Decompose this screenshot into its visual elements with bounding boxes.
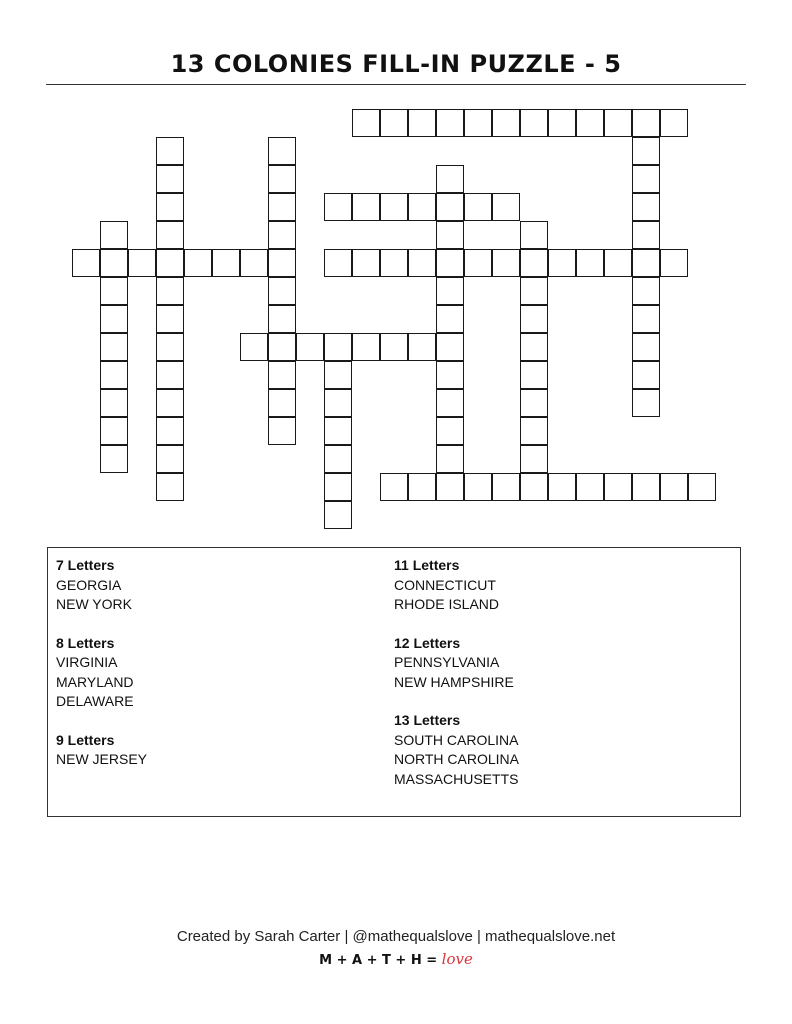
grid-cell[interactable] [100, 333, 128, 361]
word-bank-right-column [394, 556, 519, 808]
grid-cell[interactable] [632, 473, 660, 501]
word-item: NEW YORK [56, 596, 132, 612]
word-group [56, 634, 147, 712]
grid-cell[interactable] [324, 361, 352, 389]
grid-cell[interactable] [268, 333, 296, 361]
grid-cell[interactable] [240, 249, 268, 277]
grid-cell[interactable] [632, 165, 660, 193]
grid-cell[interactable] [324, 193, 352, 221]
grid-cell[interactable] [548, 249, 576, 277]
grid-cell[interactable] [436, 221, 464, 249]
grid-cell[interactable] [408, 193, 436, 221]
logo-love: love [441, 950, 473, 968]
grid-cell[interactable] [268, 137, 296, 165]
grid-cell[interactable] [464, 249, 492, 277]
word-group [394, 711, 519, 789]
grid-cell[interactable] [156, 221, 184, 249]
page-title: 13 COLONIES FILL-IN PUZZLE - 5 [170, 50, 622, 78]
grid-cell[interactable] [520, 389, 548, 417]
grid-cell[interactable] [632, 221, 660, 249]
grid-cell[interactable] [492, 193, 520, 221]
grid-cell[interactable] [520, 305, 548, 333]
grid-cell[interactable] [408, 473, 436, 501]
grid-cell[interactable] [520, 473, 548, 501]
word-group [394, 556, 519, 615]
grid-cell[interactable] [352, 193, 380, 221]
grid-cell[interactable] [156, 305, 184, 333]
grid-cell[interactable] [548, 109, 576, 137]
grid-cell[interactable] [464, 193, 492, 221]
grid-cell[interactable] [520, 277, 548, 305]
grid-cell[interactable] [156, 361, 184, 389]
grid-cell[interactable] [156, 473, 184, 501]
word-item: MASSACHUSETTS [394, 770, 519, 787]
grid-cell[interactable] [156, 137, 184, 165]
word-item: GEORGIA [56, 576, 122, 593]
grid-cell[interactable] [100, 389, 128, 417]
grid-cell[interactable] [632, 109, 660, 137]
word-item: PENNSYLVANIA [394, 654, 500, 670]
grid-cell[interactable] [436, 249, 464, 277]
grid-cell[interactable] [268, 221, 296, 249]
grid-cell[interactable] [156, 193, 184, 221]
grid-cell[interactable] [436, 389, 464, 417]
grid-cell[interactable] [296, 333, 324, 361]
word-group-heading: 13 Letters [394, 712, 461, 728]
grid-cell[interactable] [324, 333, 352, 361]
grid-cell[interactable] [492, 473, 520, 501]
grid-cell[interactable] [156, 277, 184, 305]
word-item: VIRGINIA [56, 654, 118, 670]
grid-cell[interactable] [268, 361, 296, 389]
grid-cell[interactable] [268, 277, 296, 305]
grid-cell[interactable] [156, 165, 184, 193]
grid-cell[interactable] [464, 109, 492, 137]
grid-cell[interactable] [352, 333, 380, 361]
brand-logo [0, 950, 792, 968]
word-item: MARYLAND [56, 673, 134, 690]
footer-credit: Created by Sarah Carter | @mathequalslove | mathequalslove.net [176, 928, 616, 945]
grid-cell[interactable] [632, 277, 660, 305]
word-item: DELAWARE [56, 693, 134, 709]
grid-cell[interactable] [632, 249, 660, 277]
grid-cell[interactable] [408, 333, 436, 361]
word-bank-left-column [56, 556, 147, 789]
grid-cell[interactable] [156, 389, 184, 417]
grid-cell[interactable] [268, 165, 296, 193]
grid-cell[interactable] [72, 249, 100, 277]
word-item: NEW HAMPSHIRE [394, 673, 514, 690]
grid-cell[interactable] [632, 193, 660, 221]
grid-cell[interactable] [156, 333, 184, 361]
grid-cell[interactable] [324, 389, 352, 417]
grid-cell[interactable] [632, 137, 660, 165]
grid-cell[interactable] [660, 249, 688, 277]
grid-cell[interactable] [436, 193, 464, 221]
grid-cell[interactable] [380, 333, 408, 361]
grid-cell[interactable] [324, 473, 352, 501]
grid-cell[interactable] [156, 445, 184, 473]
grid-cell[interactable] [380, 249, 408, 277]
grid-cell[interactable] [128, 249, 156, 277]
grid-cell[interactable] [604, 249, 632, 277]
grid-cell[interactable] [100, 277, 128, 305]
word-group-heading: 11 Letters [394, 557, 460, 573]
grid-cell[interactable] [436, 305, 464, 333]
grid-cell[interactable] [632, 305, 660, 333]
grid-cell[interactable] [492, 249, 520, 277]
grid-cell[interactable] [268, 193, 296, 221]
grid-cell[interactable] [324, 445, 352, 473]
grid-cell[interactable] [632, 333, 660, 361]
grid-cell[interactable] [520, 333, 548, 361]
grid-cell[interactable] [268, 417, 296, 445]
word-item: NORTH CAROLINA [394, 751, 519, 767]
grid-cell[interactable] [604, 473, 632, 501]
grid-cell[interactable] [520, 221, 548, 249]
word-bank [47, 547, 741, 817]
grid-cell[interactable] [436, 109, 464, 137]
grid-cell[interactable] [660, 109, 688, 137]
word-group-heading: 9 Letters [56, 731, 115, 748]
grid-cell[interactable] [520, 445, 548, 473]
word-group-heading: 8 Letters [56, 634, 115, 651]
grid-cell[interactable] [520, 109, 548, 137]
grid-cell[interactable] [380, 193, 408, 221]
grid-cell[interactable] [408, 249, 436, 277]
word-group [394, 634, 519, 693]
grid-cell[interactable] [212, 249, 240, 277]
grid-cell[interactable] [184, 249, 212, 277]
grid-cell[interactable] [100, 445, 128, 473]
word-item: RHODE ISLAND [394, 596, 500, 612]
grid-cell[interactable] [660, 473, 688, 501]
grid-cell[interactable] [492, 109, 520, 137]
grid-cell[interactable] [380, 473, 408, 501]
grid-cell[interactable] [520, 417, 548, 445]
grid-cell[interactable] [156, 417, 184, 445]
word-item: CONNECTICUT [394, 576, 496, 593]
grid-cell[interactable] [100, 221, 128, 249]
grid-cell[interactable] [100, 361, 128, 389]
grid-cell[interactable] [436, 333, 464, 361]
grid-cell[interactable] [436, 473, 464, 501]
grid-cell[interactable] [520, 249, 548, 277]
grid-cell[interactable] [436, 165, 464, 193]
grid-cell[interactable] [436, 277, 464, 305]
grid-cell[interactable] [156, 249, 184, 277]
grid-cell[interactable] [324, 417, 352, 445]
grid-cell[interactable] [632, 361, 660, 389]
word-item: NEW JERSEY [56, 751, 148, 767]
grid-cell[interactable] [408, 109, 436, 137]
grid-cell[interactable] [520, 361, 548, 389]
word-group [56, 556, 147, 615]
grid-cell[interactable] [436, 361, 464, 389]
grid-cell[interactable] [268, 249, 296, 277]
grid-cell[interactable] [436, 417, 464, 445]
grid-cell[interactable] [352, 249, 380, 277]
word-group [56, 731, 147, 770]
word-item: SOUTH CAROLINA [394, 731, 519, 748]
grid-cell[interactable] [548, 473, 576, 501]
grid-cell[interactable] [380, 109, 408, 137]
grid-cell[interactable] [352, 109, 380, 137]
grid-cell[interactable] [576, 473, 604, 501]
grid-cell[interactable] [576, 109, 604, 137]
grid-cell[interactable] [268, 389, 296, 417]
grid-cell[interactable] [576, 249, 604, 277]
grid-cell[interactable] [688, 473, 716, 501]
grid-cell[interactable] [604, 109, 632, 137]
grid-cell[interactable] [100, 305, 128, 333]
grid-cell[interactable] [324, 249, 352, 277]
grid-cell[interactable] [100, 249, 128, 277]
logo-text: M + A + T + H = [319, 953, 438, 968]
grid-cell[interactable] [436, 445, 464, 473]
grid-cell[interactable] [100, 417, 128, 445]
word-group-heading: 12 Letters [394, 634, 461, 651]
word-group-heading: 7 Letters [56, 557, 115, 573]
grid-cell[interactable] [268, 305, 296, 333]
grid-cell[interactable] [632, 389, 660, 417]
grid-cell[interactable] [240, 333, 268, 361]
grid-cell[interactable] [464, 473, 492, 501]
grid-cell[interactable] [324, 501, 352, 529]
